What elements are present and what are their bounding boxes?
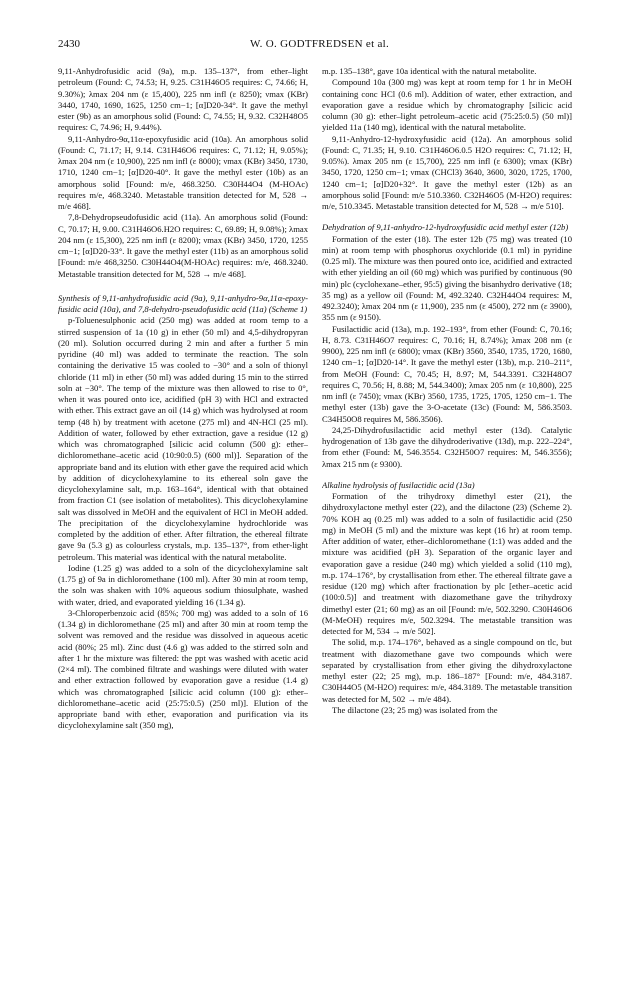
left-column bbox=[58, 66, 308, 996]
paragraph-13d: 24,25-Dihydrofusilactidic acid methyl ester (13d). Catalytic hydrogenation of 13b gave the dihydroderivative (13d), m.p. 222–224°, from ether (Found: M, 546.3554. C32H50O7 requires: M, 546.3556); λmax 215 nm (ε 9300). bbox=[322, 424, 572, 469]
paragraph-11a: 7,8-Dehydropseudofusidic acid (11a). An amorphous solid (Found: C, 70.17; H, 9.00. C31H46O6.H2O requires: C, 69.89; H, 9.08%); λmax 204 nm (ε 15,300), 225 nm infl (ε 8200); νmax (KBr) 3450, 1720, 1255 cm−1; [α]D20-33°. It gave the methyl ester (11b) as an amorphous solid [Found: m/e 468,3250. C30H44O4(M-HOAc) requires: m/e, 468.3240. Metastable transition detected for M, 528 → m/e 468]. bbox=[58, 212, 308, 279]
paragraph-fusilactidic: Fusilactidic acid (13a), m.p. 192–193°, from ether (Found: C, 70.16; H, 8.73. C31H46O7 requires: C, 70.16; H, 8.74%); λmax 208 nm (ε 9900), 225 nm infl (ε 6800); νmax (KBr) 3560, 3540, 1735, 1720, 1680, 1240 cm−1; [α]D20-14°. It gave the methyl ester (13b), m.p. 210–211°, from MeOH (Found: C, 70.45; H, 8.97; M, 544.3391. C32H48O7 requires C, 70.56; H, 8.88; M, 544.3400); λmax 205 nm (ε 10,800), 225 nm infl (ε 7450); νmax (KBr) 3560, 1735, 1725, 1705, 1250 cm−1. The methyl ester (13b) gave the 3-O-acetate (13c) (Found: M, 586.3503. C34H50O8 requires M, 586.3506). bbox=[322, 323, 572, 424]
running-title: W. O. GODTFREDSEN et al. bbox=[250, 38, 390, 50]
paragraph-10a: 9,11-Anhydro-9α,11α-epoxyfusidic acid (10a). An amorphous solid (Found: C, 71.17; H, 9.14. C31H46O6 requires: C, 71.12; H, 9.05%); λmax 204 nm (ε 10,900), 225 nm infl (ε 8000); νmax (KBr) 3450, 1730, 1710, 1240 cm−1; [α]D20-40°. It gave the methyl ester (10b) as an amorphous solid [Found: m/e, 468.3250. C30H44O4 (M-HOAc) requires m/e, 468.3240. Metastable transition detected for M, 528 → m/e 468]. bbox=[58, 133, 308, 211]
paragraph-continuation: m.p. 135–138°, gave 10a identical with the natural metabolite. bbox=[322, 66, 537, 76]
paragraph-hydrolysis: Formation of the trihydroxy dimethyl ester (21), the dihydroxylactone methyl ester (22), and the dilactone (23) (Scheme 2). 70% KOH aq (0.25 ml) was added to a soln of fusilactidic acid (250 mg) in MeOH (5 ml) and the mixture was kept (16 hr) at room temp. After addition of water, ether–dichloromethane (1:1) was added and the mixture was acidified (pH 3). Separation of the organic layer and evaporation gave a residue (240 mg) which yielded a solid (110 mg), m.p. 174–176°, by crystallisation from ether. The ethereal filtrate gave a residue (120 mg) which after fractionation by plc [ether–acetic acid (100:0.5)] and treatment with diazomethane gave the trihydroxy dimethyl ester (21; 60 mg) as an oil [Found: m/e, 502.3290. C30H46O6 (M-MeOH) requires m/e, 502.3294. The metastable transition was detected for M, 534 → m/e 502]. bbox=[322, 491, 572, 636]
paragraph-9a: 9,11-Anhydrofusidic acid (9a), m.p. 135–137°, from ether–light petroleum (Found: C, 74.53; H, 9.25. C31H46O5 requires: C, 74.66; H, 9.30%); λmax 204 nm (ε 15,400), 225 nm infl (ε 8250); νmax (KBr) 3440, 1740, 1690, 1625, 1250 cm−1; [α]D20-34°. It gave the methyl ester (9b) as an amorphous solid (Found: C, 74.55; H, 9.32. C32H48O5 requires: C, 74.96; H, 9.44%). bbox=[58, 66, 308, 133]
paragraph-iodine: Iodine (1.25 g) was added to a soln of the dicyclohexylamine salt (1.75 g) of 9a in dichloromethane (100 ml). After 30 min at room temp, the soln was shaken with 10% aqueous sodium thiosulphate, washed with water, dried, and evaporated yielding 16 (1.34 g). bbox=[58, 562, 308, 607]
paragraph-compound-10a: Compound 10a (300 mg) was kept at room temp for 1 hr in MeOH containing conc HCl (0.6 ml). Addition of water, ether extraction, and evaporation gave a residue which by chromatography [silicic acid column (30 g): ether–light petroleum–acetic acid (75:25:0.5) (50 ml)] yielded 11a (140 mg), identical with the natural metabolite. bbox=[322, 77, 572, 133]
paragraph-solid: The solid, m.p. 174–176°, behaved as a single compound on tlc, but treatment with diazomethane gave two compounds which were separated by crystallisation from ether giving the dihydroxylactone methyl ester (22; 25 mg), m.p. 186–187° [Found: m/e, 484.3187. C30H44O5 (M-H2O) requires: m/e, 484.3189. The metastable transition was detected for M, 502 → m/e 484). bbox=[322, 637, 572, 704]
section-heading-hydrolysis: Alkaline hydrolysis of fusilactidic acid (13a) bbox=[322, 479, 475, 490]
section-heading-synthesis: Synthesis of 9,11-anhydrofusidic acid (9a), 9,11-anhydro-9α,11α-epoxy-fusidic acid (10a), and 7,8-dehydro-pseudofusidic acid (11a) (Scheme 1) bbox=[58, 292, 308, 314]
paragraph-synthesis-procedure: p-Toluenesulphonic acid (250 mg) was added at room temp to a stirred suspension of 1a (10 g) in ether (50 ml) and 4,5-dihydropyran (20 ml). Solution occurred during 2 min and after a further 5 min pyridine (40 ml) was added to terminate the reaction. The soln containing the derivative 15 was cooled to −30° and a soln of thionyl chloride (11 ml) in ether (50 ml) was added during 15 min to the stirred soln at −30°. The temp of the mixture was then allowed to rise to 0°, when it was poured onto ice, acidified (pH 3) with HCl and extracted with ether. This extract gave an oil (14 g) which was hydrolysed at room temp (48 h) by treatment with acetone (275 ml) and 4N-HCl (25 ml). Addition of water, followed by ether extraction, gave a residue (12 g) which was chromatographed [silicic acid column (500 g): ether–dichloromethane–acetic acid (10:90:0.5) (600 ml)]. Separation of the appropriate band and its elution with ether gave the required acid which by addition of dicyclohexylamine to its ethereal soln gave the dicyclohexylamine salt, m.p. 163–164°, identical with that obtained from fraction C1 (see isolation of metabolites). This dicyclohexylamine salt was dissolved in MeOH and the equivalent of HCl in MeOH added. The precipitation of the dicyclohexylamine hydrochloride was completed by the addition of ether. After filtration, the ethereal filtrate gave 9a (5.3 g) as colourless crystals, m.p. 135–137°, from ether-light petroleum. This material was identical with the natural metabolite. bbox=[58, 315, 308, 562]
paragraph-ester-18: Formation of the ester (18). The ester 12b (75 mg) was treated (10 min) at room temp with phosphorus oxychloride (0.1 ml) in pyridine (0.25 ml). The mixture was then poured onto ice, acidified and extracted with ether yielding an oil (60 mg) which was purified by continuous (90 min) plc (cyclohexane–ether, 95:5) giving the bisanhydro derivative (18; 35 mg) as a yellow oil (Found: M, 492.3240. C32H44O4 requires: M, 492.3240); λmax 204 nm (ε 11,900), 235 nm (ε 4500), 272 nm (ε 3900), 355 nm (ε 9150). bbox=[322, 233, 572, 323]
paragraph-12a: 9,11-Anhydro-12-hydroxyfusidic acid (12a). An amorphous solid (Found: C, 71.35; H, 9.10. C31H46O6.0.5 H2O requires: C, 71.12; H, 9.05%). λmax 205 nm (ε 15,700), 225 nm infl (ε 6300); νmax (KBr) 3450, 1720, 1250 cm−1; νmax (CHCl3) 3640, 3600, 3020, 1725, 1700, 1240 cm−1; [α]D20+32°. It gave the methyl ester (12b) as an amorphous solid [Found: m/e 510.3360. C32H46O5 (M-H2O) requires: m/e, 510.3345. Metastable transition detected for M, 528 → m/e 510]. bbox=[322, 133, 572, 211]
page-number: 2430 bbox=[58, 38, 80, 50]
paragraph-chloroperbenzoic: 3-Chloroperbenzoic acid (85%; 700 mg) was added to a soln of 16 (1.34 g) in dichloromethane (25 ml) and after 30 min at room temp the solvent was removed and the residue was dissolved in aqueous acetic acid (80%; 25 ml). Zinc dust (4.6 g) was added to the stirred soln and after 1 hr the mixture was filtered: the ppt was washed with acetic acid (2×4 ml). The combined filtrate and washings were diluted with water and ether extraction followed by evaporation gave a residue (1.4 g) which was chromatographed [silicic acid column (100 g): ether–dichloromethane–acetic acid (25:75:0.5) (250 ml)]. Elution of the appropriate band with ether, evaporation and purification via its dicyclohexylamine salt (350 mg), bbox=[58, 607, 308, 731]
paragraph-dilactone: The dilactone (23; 25 mg) was isolated from the bbox=[332, 704, 498, 715]
section-heading-dehydration: Dehydration of 9,11-anhydro-12-hydroxyfusidic acid methyl ester (12b) bbox=[322, 222, 569, 233]
right-column bbox=[322, 66, 572, 996]
